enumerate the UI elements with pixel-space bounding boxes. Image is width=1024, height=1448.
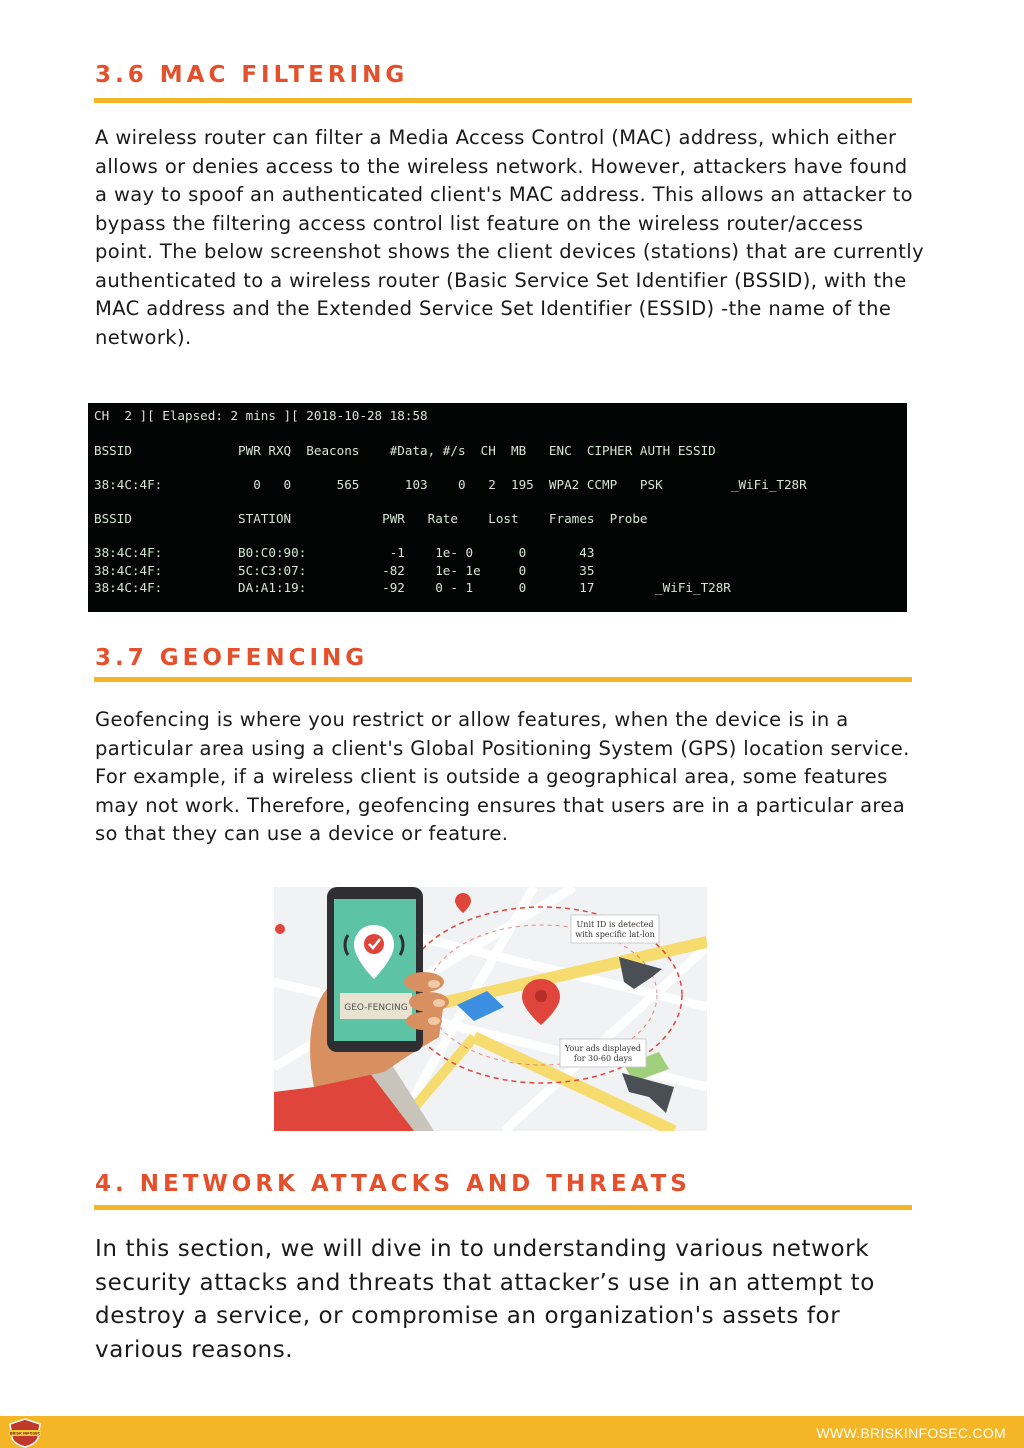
network-attacks-paragraph: In this section, we will dive in to understanding various network security attacks and threats that attacker’s use in an attempt to destroy a service, or compromise an organization's assets for various reasons.: [95, 1236, 875, 1363]
terminal-line: BSSID STATION PWR Rate Lost Frames Probe: [94, 511, 648, 526]
callout-text: Unit ID is detected: [576, 920, 654, 929]
phone-label: GEO-FENCING: [344, 1003, 408, 1013]
footer-url-link[interactable]: WWW.BRISKINFOSEC.COM: [816, 1425, 1006, 1441]
heading-rule: [94, 677, 912, 682]
callout-text: with specific lat-lon: [575, 930, 655, 939]
terminal-line: 38:4C:4F: 0 0 565 103 0 2 195 WPA2 CCMP PSK _WiFi_T28R: [94, 477, 807, 492]
geofencing-illustration: [274, 887, 707, 1131]
mac-filtering-paragraph: A wireless router can filter a Media Access Control (MAC) address, which either allows or denies access to the wireless network. However, attackers have found a way to spoof an authenticated client's MAC address. This allows an attacker to bypass the filtering access control list feature on the wireless router/access point. The below screenshot shows the client devices (stations) that are currently authenticated to a wireless router (Basic Service Set Identifier (BSSID), with the MAC address and the Extended Service Set Identifier (ESSID) -the name of the network).: [95, 126, 925, 349]
terminal-line: 38:4C:4F: 5C:C3:07: -82 1e- 1e 0 35: [94, 563, 595, 578]
heading-rule: [94, 1205, 912, 1210]
section-heading-geofencing: 3.7 GEOFENCING: [95, 645, 369, 671]
terminal-line: 38:4C:4F: DA:A1:19: -92 0 - 1 0 17 _WiFi_T28R: [94, 580, 731, 595]
page-footer: [0, 1416, 1024, 1448]
shield-logo-icon: [6, 1418, 44, 1448]
section-heading-mac-filtering: 3.6 MAC FILTERING: [95, 62, 409, 88]
terminal-line: BSSID PWR RXQ Beacons #Data, #/s CH MB ENC CIPHER AUTH ESSID: [94, 443, 716, 458]
terminal-line: CH 2 ][ Elapsed: 2 mins ][ 2018-10-28 18:58: [94, 408, 428, 423]
airodump-terminal-screenshot: [88, 403, 907, 612]
terminal-line: 38:4C:4F: B0:C0:90: -1 1e- 0 0 43: [94, 545, 595, 560]
callout-text: for 30-60 days: [573, 1054, 633, 1063]
callout-text: Your ads displayed: [564, 1044, 642, 1053]
heading-rule: [94, 98, 912, 103]
section-heading-network-attacks: 4. NETWORK ATTACKS AND THREATS: [95, 1171, 691, 1197]
geofencing-paragraph: Geofencing is where you restrict or allow features, when the device is in a particular area using a client's Global Positioning System (GPS) location service. For example, if a wireless client is outside a geographical area, some features may not work. Therefore, geofencing ensures that users are in a particular area so that they can use a device or feature.: [95, 708, 910, 845]
logo-text: BRISK INFOSEC: [9, 1431, 41, 1436]
